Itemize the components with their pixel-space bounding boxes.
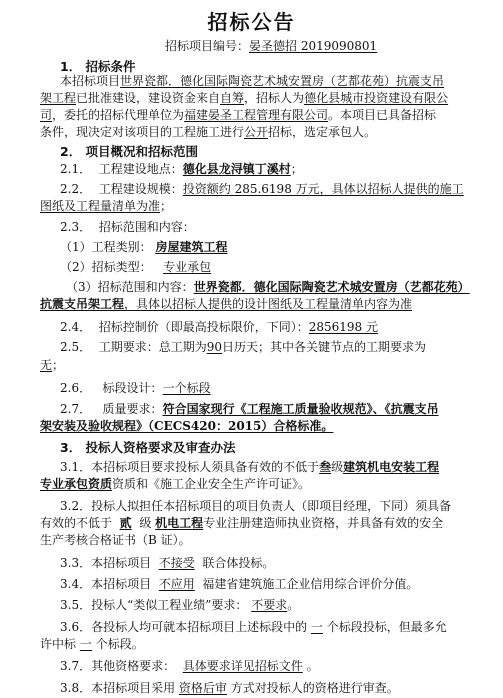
s1-line-4: 条件，现决定对该项目的工程施工进行公开招标，选定承包人。	[40, 125, 377, 139]
s2-item-3-1: （1）工程类别： 房屋建筑工程	[60, 240, 228, 254]
s3-item-2-cont-2: 生产考核合格证书（B 证）。	[40, 533, 191, 547]
s2-item-5: 2.5． 工期要求：总工期为90日历天；其中各关键节点的工期要求为	[60, 340, 427, 354]
s2-item-7: 2.7． 质量要求：符合国家现行《工程施工质量验收规范》、《抗震支吊	[60, 402, 439, 416]
s3-item-8: 3.8．本招标项目采用 资格后审 方式对投标人的资格进行审查。	[60, 681, 399, 695]
s3-item-6-cont: 许中标 一 个标段。	[40, 637, 144, 651]
s3-item-5: 3.5．投标人“类似工程业绩”要求： 不要求。	[60, 598, 300, 612]
project-number-line: 招标项目编号：晏圣德招 2019090801	[165, 39, 378, 53]
s2-item-3-2: （2）招标类型： 专业承包	[60, 260, 212, 274]
s2-item-5-cont: 无；	[40, 358, 65, 372]
s2-item-2: 2.2． 工程建设规模：投资额约 285.6198 万元，具体以招标人提供的施工	[60, 182, 464, 196]
s3-item-3: 3.3．本招标项目 不接受 联合体投标。	[60, 556, 275, 570]
s2-item-6: 2.6． 标段设计：一个标段	[60, 381, 211, 395]
s1-line-2: 架工程已批准建设，建设资金来自自筹，招标人为德化县城市投资建设有限公	[40, 91, 449, 105]
s3-item-2: 3.2．投标人拟担任本招标项目的项目负责人（即项目经理，下同）须具备	[60, 499, 452, 513]
project-number: 晏圣德招 2019090801	[249, 39, 378, 53]
s2-item-3-3-cont: 抗震支吊架工程，具体以招标人提供的设计图纸及工程量清单内容为准	[40, 297, 413, 311]
section-1-heading: 1． 招标条件	[60, 59, 136, 74]
s3-item-1-cont: 专业承包资质资质和《施工企业安全生产许可证》。	[40, 477, 311, 491]
s2-item-7-cont: 架安装及验收规程》（CECS420：2015）合格标准。	[40, 419, 334, 433]
s3-item-4: 3.4．本招标项目 不应用 福建省建筑施工企业信用综合评价分值。	[60, 577, 419, 591]
s2-item-3-3: （3）招标范围和内容：世界瓷都．德化国际陶瓷艺术城安置房（艺都花苑）	[66, 280, 470, 294]
s2-item-1: 2.1． 工程建设地点：德化县龙浔镇丁溪村；	[60, 162, 303, 176]
section-3-heading: 3． 投标人资格要求及审查办法	[60, 440, 236, 455]
page-title: 招标公告	[207, 10, 296, 34]
s1-line-1: 本招标项目世界瓷都．德化国际陶瓷艺术城安置房（艺都花苑）抗震支吊	[60, 74, 445, 88]
s2-item-4: 2.4． 招标控制价（即最高投标限价，下同）：2856198 元	[60, 320, 379, 334]
s3-item-7: 3.7．其他资格要求： 具体要求详见招标文件 。	[60, 659, 319, 673]
s3-item-1: 3.1．本招标项目要求投标人须具备有效的不低于叁级建筑机电安装工程	[60, 460, 440, 474]
section-2-heading: 2． 项目概况和招标范围	[60, 144, 199, 159]
s3-item-2-cont: 有效的不低于 贰 级 机电工程专业注册建造师执业资格，并具备有效的安全	[40, 516, 444, 530]
s1-line-3: 司，委托的招标代理单位为福建晏圣工程管理有限公司。本项目已具备招标	[40, 108, 437, 122]
s2-item-2-cont: 图纸及工程量清单为准；	[40, 199, 173, 213]
s3-item-6: 3.6．各投标人均可就本招标项目上述标段中的 一 个标段投标，但最多允	[60, 620, 447, 634]
s2-item-3: 2.3． 招标范围和内容：	[60, 220, 195, 234]
